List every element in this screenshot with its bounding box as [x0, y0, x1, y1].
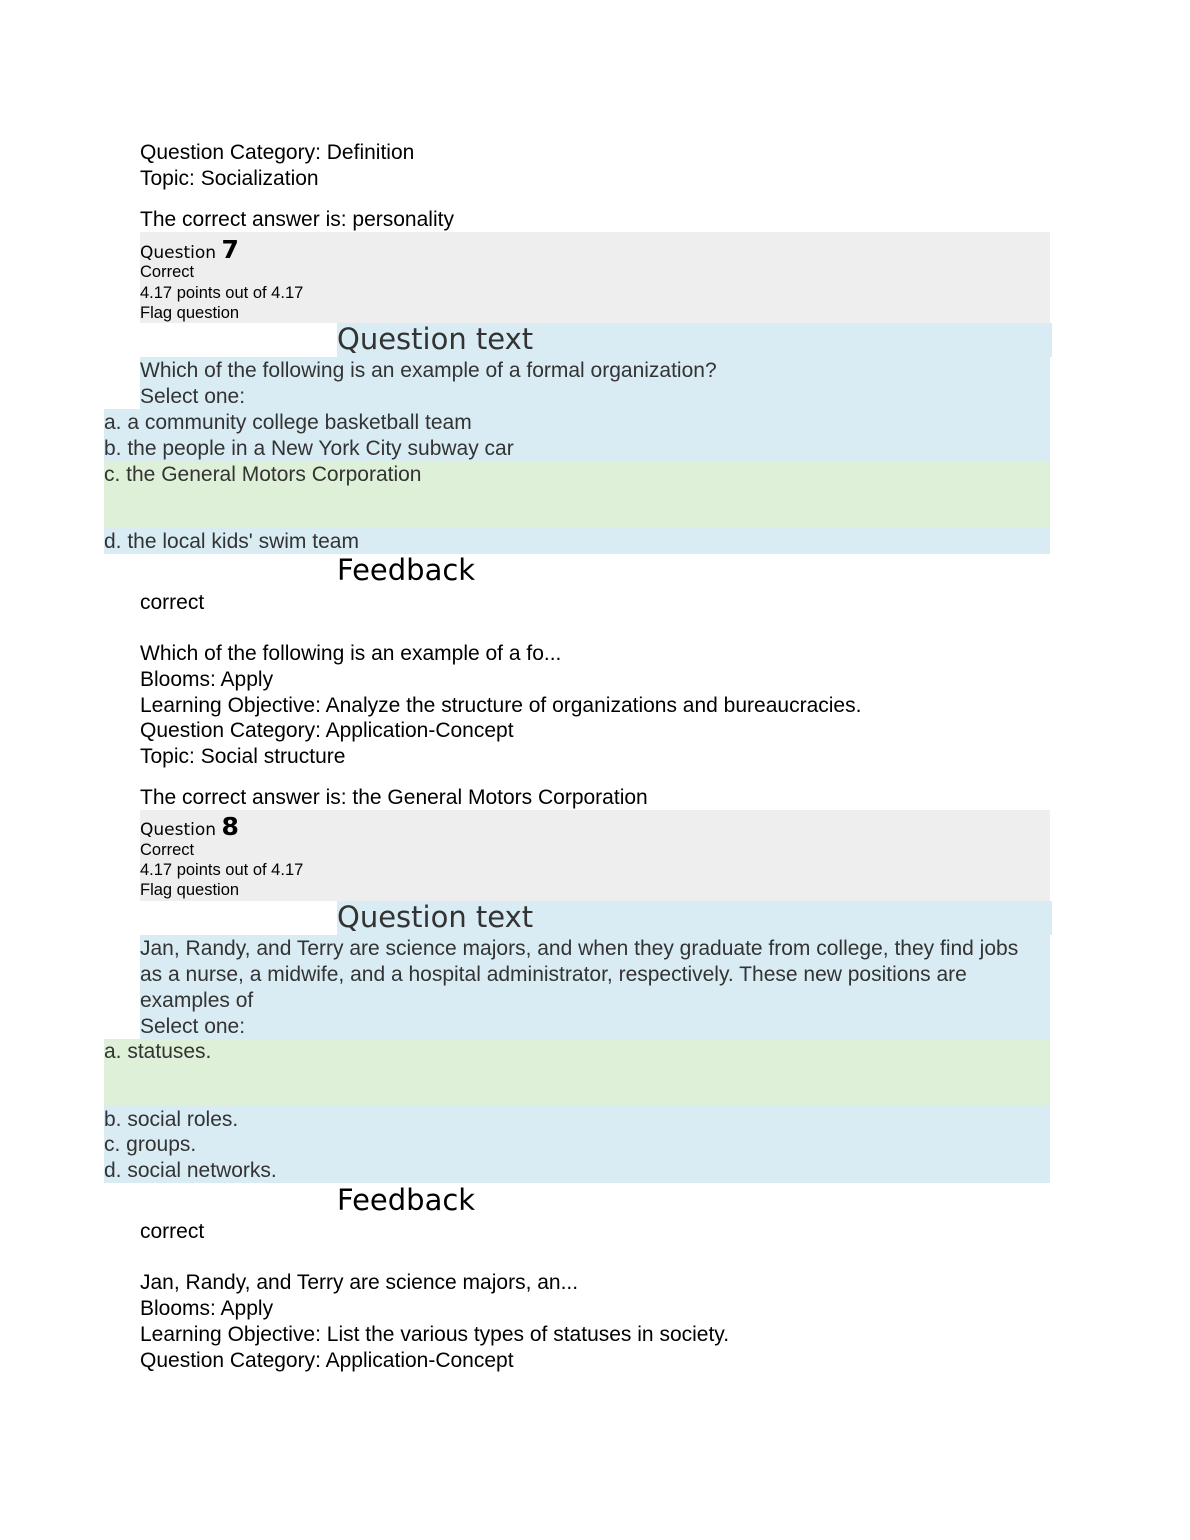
question-7-text-heading: Question text — [337, 322, 534, 356]
question-8-objective: Learning Objective: List the various types of statuses in society. — [140, 1323, 730, 1346]
question-8-text-heading: Question text — [337, 900, 534, 934]
question-8-status: Correct — [140, 841, 195, 859]
question-8-option-c[interactable]: c. groups. — [104, 1133, 197, 1156]
question-label: Question — [140, 243, 217, 263]
question-8-correct-option-band — [104, 1039, 1050, 1106]
question-8-flag[interactable]: Flag question — [140, 881, 240, 899]
question-8-points: 4.17 points out of 4.17 — [140, 861, 304, 879]
question-7-info — [140, 232, 1050, 323]
question-8-heading — [140, 812, 239, 841]
question-8-blooms: Blooms: Apply — [140, 1297, 274, 1320]
question-7-option-d[interactable]: d. the local kids' swim team — [104, 530, 359, 553]
question-7-option-b[interactable]: b. the people in a New York City subway car — [104, 437, 514, 460]
question-8-option-d[interactable]: d. social networks. — [104, 1159, 277, 1182]
top-topic: Topic: Socialization — [140, 167, 319, 190]
question-7-correct-answer: The correct answer is: the General Motors Corporation — [140, 786, 648, 809]
question-8-feedback-heading: Feedback — [337, 1183, 476, 1217]
question-8-summary: Jan, Randy, and Terry are science majors, an... — [140, 1271, 579, 1294]
question-8-text: Jan, Randy, and Terry are science majors, and when they graduate from college, they find jobs as a nurse, a midwife, and a hospital administrator, respectively. These new positions are examples of — [140, 937, 1019, 1012]
question-7-heading — [140, 235, 239, 264]
question-7-option-c[interactable]: c. the General Motors Corporation — [104, 463, 422, 486]
question-8-info — [140, 810, 1050, 901]
question-7-objective: Learning Objective: Analyze the structure of organizations and bureaucracies. — [140, 694, 862, 717]
question-7-feedback-heading: Feedback — [337, 553, 476, 587]
question-7-blooms: Blooms: Apply — [140, 668, 274, 691]
top-category: Question Category: Definition — [140, 141, 415, 164]
question-7-select-one: Select one: — [140, 385, 246, 408]
question-number: 7 — [221, 235, 239, 264]
question-8-feedback: correct — [140, 1220, 205, 1243]
question-8-category: Question Category: Application-Concept — [140, 1349, 514, 1372]
question-8-option-a[interactable]: a. statuses. — [104, 1040, 212, 1063]
top-correct-answer: The correct answer is: personality — [140, 208, 454, 231]
question-7-topic: Topic: Social structure — [140, 745, 346, 768]
question-7-summary: Which of the following is an example of a fo... — [140, 642, 562, 665]
question-7-status: Correct — [140, 263, 195, 281]
question-8-select-one: Select one: — [140, 1015, 246, 1038]
question-7-feedback: correct — [140, 591, 205, 614]
question-7-text: Which of the following is an example of a formal organization? — [140, 359, 717, 382]
question-7-option-a[interactable]: a. a community college basketball team — [104, 411, 472, 434]
question-7-points: 4.17 points out of 4.17 — [140, 284, 304, 302]
question-number: 8 — [221, 812, 239, 841]
question-8-option-b[interactable]: b. social roles. — [104, 1108, 239, 1131]
question-label: Question — [140, 820, 217, 840]
question-7-category: Question Category: Application-Concept — [140, 719, 514, 742]
question-7-flag[interactable]: Flag question — [140, 304, 240, 322]
